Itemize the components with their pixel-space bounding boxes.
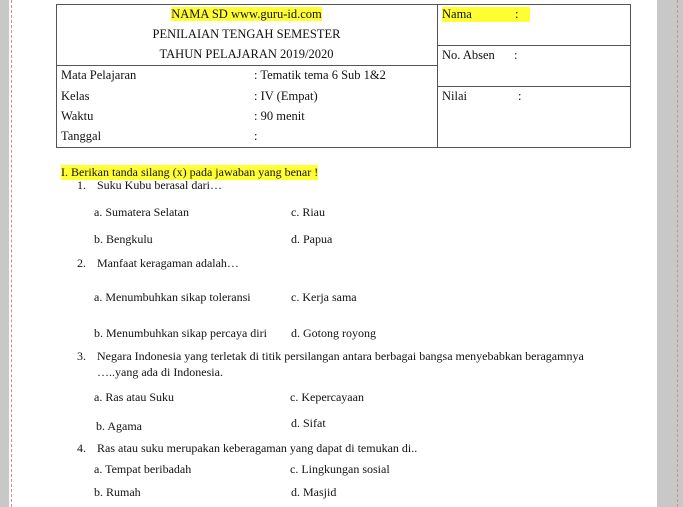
header-divider-right-1 [437,45,631,46]
page-margin-guide-left [11,0,12,507]
question-4-option-b[interactable]: b. Rumah [94,485,141,499]
nama-colon: : [515,7,519,21]
info-label-class: Kelas [61,89,90,103]
info-value-time: : 90 menit [254,109,305,123]
info-label-date: Tanggal [61,129,102,143]
question-2-option-b[interactable]: b. Menumbuhkan sikap percaya diri [94,326,267,340]
question-4-option-d[interactable]: d. Masjid [291,485,337,499]
question-4-text: Ras atau suku merupakan keberagaman yang dapat di temukan di.. [97,441,418,455]
header-divider-vertical [437,4,438,148]
section-instruction: I. Berikan tanda silang (x) pada jawaban yang benar ! [61,165,319,179]
question-4-number: 4. [77,441,86,455]
absen-label: No. Absen [442,48,495,62]
school-name: NAMA SD www.guru-id.com [171,7,322,21]
question-3-option-a[interactable]: a. Ras atau Suku [94,390,174,404]
question-3-option-d[interactable]: d. Sifat [291,416,326,430]
question-4-option-c[interactable]: c. Lingkungan sosial [290,462,390,476]
info-value-subject: : Tematik tema 6 Sub 1&2 [254,68,386,82]
page-margin-guide-right [677,0,678,507]
question-1-text: Suku Kubu berasal dari… [97,178,222,192]
info-label-time: Waktu [61,109,94,123]
question-3-text-continued: …..yang ada di Indonesia. [97,365,223,379]
header-divider-right-2 [437,86,631,87]
question-2-text: Manfaat keragaman adalah… [97,256,239,270]
question-2-number: 2. [77,256,86,270]
question-3-option-b[interactable]: b. Agama [96,419,142,433]
info-value-class: : IV (Empat) [254,89,318,103]
nama-highlight [442,7,530,22]
question-4-option-a[interactable]: a. Tempat beribadah [94,462,192,476]
exam-title: PENILAIAN TENGAH SEMESTER [152,27,341,41]
question-1-option-d[interactable]: d. Papua [291,232,333,246]
question-1-option-a[interactable]: a. Sumatera Selatan [94,205,189,219]
info-value-date: : [254,129,258,143]
question-3-number: 3. [77,349,86,363]
question-3-option-c[interactable]: c. Kepercayaan [290,390,364,404]
header-divider-title [56,65,437,66]
question-1-option-c[interactable]: c. Riau [291,205,325,219]
question-1-option-b[interactable]: b. Bengkulu [94,232,153,246]
school-name-row [56,7,437,22]
question-2-option-a[interactable]: a. Menumbuhkan sikap toleransi [94,290,251,304]
question-1-number: 1. [77,178,86,192]
absen-colon: : [514,48,518,62]
question-2-option-d[interactable]: d. Gotong royong [291,326,376,340]
nilai-colon: : [518,89,522,103]
info-label-subject: Mata Pelajaran [61,68,137,82]
question-2-option-c[interactable]: c. Kerja sama [291,290,357,304]
academic-year: TAHUN PELAJARAN 2019/2020 [159,47,334,61]
nilai-label: Nilai [442,89,467,103]
question-3-text: Negara Indonesia yang terletak di titik persilangan antara berbagai bangsa menyebabkan beragamnya [97,349,584,363]
nama-label: Nama [442,7,472,21]
